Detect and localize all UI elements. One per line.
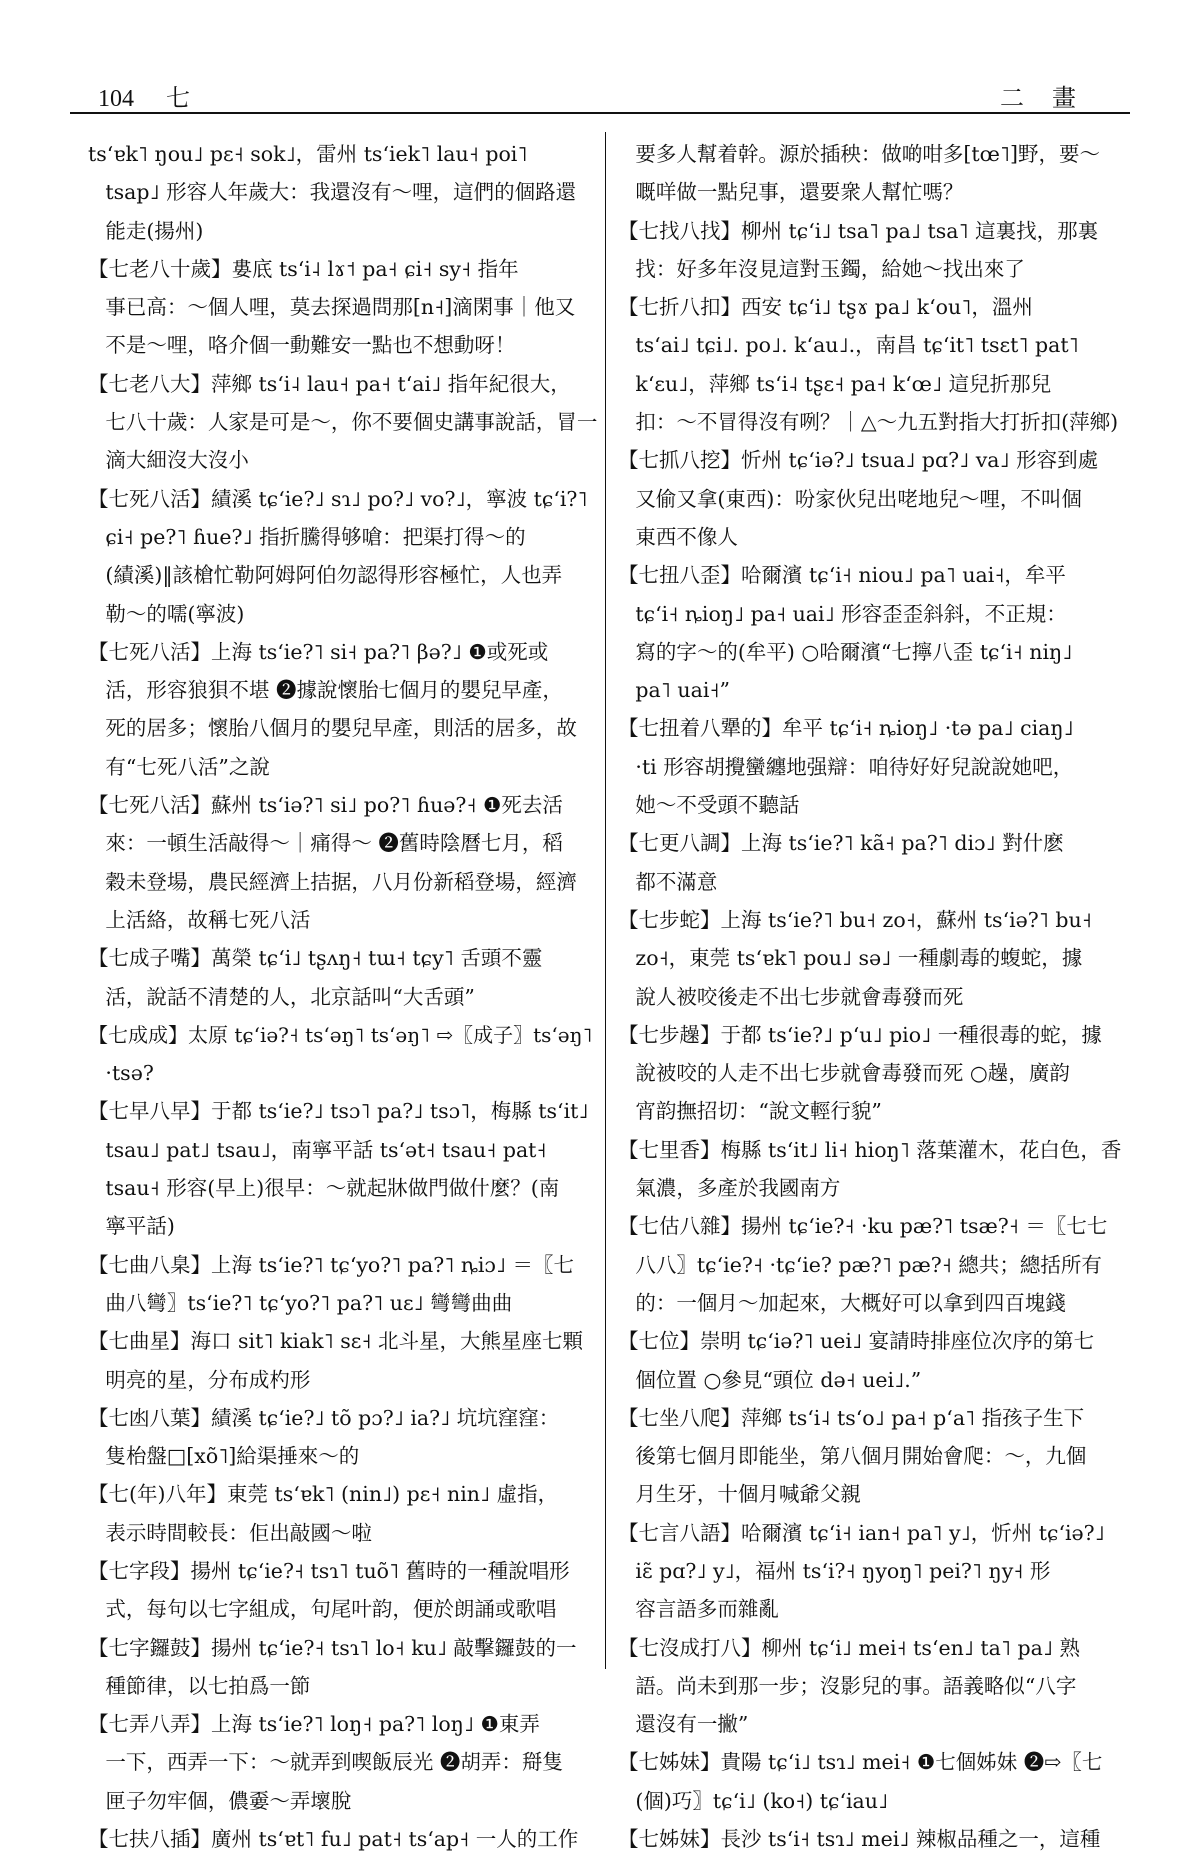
dictionary-line: 不是～哩，咯介個一動難安一點也不想動呀！ (105, 333, 516, 358)
section-title: 二畫 (1000, 86, 1104, 112)
page-header (70, 72, 1130, 114)
dictionary-line: ·ti 形容胡攪蠻纏地强辯：咱待好好兒說說她吧， (635, 754, 1074, 779)
dictionary-line: ɕi˧ pe?˥ ɦue?˩ 指折騰得够嗆：把渠打得～的 (105, 524, 526, 549)
dictionary-line: 【七成成】太原 tɕʻiə?˧ tsʻəŋ˥ tsʻəŋ˥ ⇨〖成子〗tsʻəŋ˥ (88, 1022, 593, 1047)
dictionary-line: 曲八彎〗tsʻie?˥ tɕʻyo?˥ pa?˥ uɛ˩ 彎彎曲曲 (105, 1290, 513, 1315)
dictionary-line: 【七老八大】萍鄉 tsʻi˨ lau˧ pa˧ tʻai˩ 指年紀很大， (88, 371, 571, 396)
dictionary-line: 語。尚未到那一步；沒影兒的事。語義略似“八字 (635, 1673, 1077, 1698)
dictionary-line: 宵韵撫招切：“說文輕行貌” (635, 1099, 882, 1124)
dictionary-line: 扣：～不冒得沒有咧？｜△～九五對指大打折扣(萍鄉) (635, 410, 1119, 435)
dictionary-line: 滴大細沒大沒小 (105, 448, 249, 473)
dictionary-line: 【七沒成打八】柳州 tɕʻi˩ mei˧ tsʻen˩ ta˥ pa˩ 熟 (618, 1635, 1080, 1660)
dictionary-line: 寧平話) (105, 1214, 175, 1239)
dictionary-line: 還沒有一撇” (635, 1712, 749, 1737)
dictionary-line: (個)巧〗tɕʻi˩ (ko˧) tɕʻiau˩ (635, 1788, 889, 1813)
dictionary-line: tɕʻi˧ ȵioŋ˩ pa˧ uai˩ 形容歪歪斜斜，不正規： (635, 601, 1067, 626)
dictionary-line: tsap˩ 形容人年歲大：我還沒有～哩，這們的個路還 (105, 180, 577, 205)
dictionary-line: 嘅咩做一點兒事，還要衆人幫忙嗎？ (635, 180, 964, 205)
dictionary-line: 有“七死八活”之說 (105, 754, 270, 779)
dictionary-line: (績溪)‖該槍忙勒阿姆阿伯勿認得形容極忙，人也弄 (105, 563, 563, 588)
dictionary-line: 表示時間較長：佢出敲國～啦 (105, 1520, 372, 1545)
dictionary-line: 月生牙，十個月喊爺父親 (635, 1482, 861, 1507)
dictionary-line: 【七步蛇】上海 tsʻie?˥ bu˧ zo˧，蘇州 tsʻiə?˥ bu˧ (618, 907, 1092, 932)
dictionary-line: 要多人幫着幹。源於插秧：做啲咁多[tœ˥]野，要～ (635, 142, 1101, 166)
dictionary-line: 【七字段】揚州 tɕʻie?˧ tsɿ˥ tuõ˥ 舊時的一種說唱形 (88, 1558, 570, 1583)
chapter-char: 七 (166, 86, 190, 112)
dictionary-line: 【七曲八臬】上海 tsʻie?˥ tɕʻyo?˥ pa?˥ ȵiɔ˩ ＝〖七 (88, 1252, 575, 1277)
dictionary-line: 【七字鑼鼓】揚州 tɕʻie?˧ tsɿ˥ lo˧ ku˩ 敲擊鑼鼓的一 (88, 1635, 577, 1660)
dictionary-line: 的：一個月～加起來，大概好可以拿到四百塊錢 (635, 1290, 1066, 1315)
dictionary-line: 穀未登場，農民經濟上拮据，八月份新稻登場，經濟 (105, 869, 577, 894)
dictionary-line: 來：一頓生活敲得～｜痛得～ ❷舊時陰曆七月，稻 (105, 831, 563, 856)
dictionary-line: 【七言八語】哈爾濱 tɕʻi˧ ian˧ pa˥ y˩，忻州 tɕʻiə?˩ (618, 1520, 1105, 1545)
dictionary-line: ·tsə? (105, 1061, 154, 1086)
dictionary-line: 說被咬的人走不出七步就會毒發而死 ○趮，廣韵 (635, 1061, 1070, 1086)
dictionary-line: 匣子勿牢個，儂嫑～弄壞脫 (105, 1788, 352, 1813)
dictionary-line: 活，形容狼狽不堪 ❷據說懷胎七個月的嬰兒早產， (105, 678, 563, 703)
dictionary-line: 【七里香】梅縣 tsʻit˩ li˧ hioŋ˥ 落葉灌木，花白色，香 (618, 1137, 1122, 1162)
dictionary-line: 【七早八早】于都 tsʻie?˩ tsɔ˥ pa?˩ tsɔ˥，梅縣 tsʻit˩ (88, 1099, 589, 1124)
column-divider (605, 132, 606, 1669)
dictionary-line: tsʻai˩ tɕi˩. po˩. kʻau˩.，南昌 tɕʻit˥ tsɛt˥ pat˥ (635, 333, 1079, 358)
dictionary-line: 氣濃，多產於我國南方 (635, 1176, 841, 1201)
dictionary-line: 東西不像人 (635, 524, 738, 549)
dictionary-line: 七八十歲：人家是可是～，你不要個史講事說話，冒一 (105, 410, 598, 435)
dictionary-line: 【七曲星】海口 sit˥ kiak˥ sɛ˧ 北斗星，大熊星座七顆 (88, 1329, 583, 1354)
dictionary-line: 八八〗tɕʻie?˧ ·tɕʻie? pæ?˥ pæ?˧ 總共；總括所有 (635, 1252, 1102, 1277)
left-column (88, 135, 598, 1858)
dictionary-line: 一下，西弄一下：～就弄到喫飯辰光 ❷胡弄：搿隻 (105, 1750, 563, 1775)
dictionary-line: 【七抓八挖】忻州 tɕʻiə?˩ tsua˩ pɑ?˩ va˩ 形容到處 (618, 448, 1099, 473)
dictionary-line: 【七步趮】于都 tsʻie?˩ pʻu˩ pio˩ 一種很毒的蛇，據 (618, 1022, 1102, 1047)
dictionary-line: 【七老八十歲】婁底 tsʻi˨ lɤ˦ pa˧ ɕi˧ sy˧ 指年 (88, 256, 519, 281)
dictionary-line: 【七坐八爬】萍鄉 tsʻi˨ tsʻo˩ pa˧ pʻa˥ 指孩子生下 (618, 1405, 1085, 1430)
dictionary-line: 【七死八活】上海 tsʻie?˥ si˧ pa?˥ βə?˩ ❶或死或 (88, 639, 549, 664)
dictionary-line: 明亮的星，分布成杓形 (105, 1367, 311, 1392)
dictionary-line: tsʻɐk˥ ŋou˩ pɛ˧ sok˩，雷州 tsʻiek˥ lau˧ poi˥ (88, 142, 528, 166)
dictionary-line: 【七折八扣】西安 tɕʻi˩ tʂɤ pa˩ kʻou˥，溫州 (618, 295, 1033, 320)
right-column (618, 135, 1140, 1858)
dictionary-line: 【七死八活】蘇州 tsʻiə?˥ si˩ po?˥ ɦuə?˧ ❶死去活 (88, 793, 563, 818)
dictionary-line: 【七弄八弄】上海 tsʻie?˥ loŋ˧ pa?˥ loŋ˩ ❶東弄 (88, 1712, 540, 1737)
dictionary-line: 說人被咬後走不出七步就會毒發而死 (635, 984, 964, 1009)
dictionary-line: 【七成子嘴】萬榮 tɕʻi˩ tʂʌŋ˧ tɯ˧ tɕy˥ 舌頭不靈 (88, 946, 543, 971)
dictionary-line: zo˧，東莞 tsʻɐk˥ pou˩ sə˩ 一種劇毒的蝮蛇，據 (635, 946, 1083, 971)
dictionary-line: iɛ̃ pɑ?˩ y˩，福州 tsʻi?˧ ŋyoŋ˥ pei?˥ ŋy˧ 形 (635, 1558, 1051, 1583)
dictionary-line: 上活絡，故稱七死八活 (105, 907, 311, 932)
dictionary-line: 【七扶八插】廣州 tsʻɐt˥ fu˩ pat˧ tsʻap˧ 一人的工作 (88, 1827, 579, 1852)
header-left (98, 78, 216, 113)
dictionary-line: 【七姊妹】長沙 tsʻi˧ tsɿ˩ mei˩ 辣椒品種之一，這種 (618, 1827, 1101, 1852)
dictionary-line: 【七位】崇明 tɕʻiə?˥ uei˩ 宴請時排座位次序的第七 (618, 1329, 1095, 1354)
dictionary-line: 都不滿意 (635, 869, 718, 894)
dictionary-line: 找：好多年沒見這對玉鐲，給她～找出來了 (635, 256, 1025, 281)
dictionary-line: 種節律，以七拍爲一節 (105, 1673, 311, 1698)
dictionary-line: 後第七個月即能坐，第八個月開始會爬：～，九個 (635, 1444, 1087, 1469)
dictionary-line: 【七姊妹】貴陽 tɕʻi˩ tsɿ˩ mei˧ ❶七個姊妹 ❷⇨〖七 (618, 1750, 1103, 1775)
dictionary-line: 容言語多而雜亂 (635, 1597, 779, 1622)
dictionary-line: 她～不受頭不聽話 (635, 793, 800, 818)
dictionary-line: 【七更八調】上海 tsʻie?˥ kã˧ pa?˥ diɔ˩ 對什麽 (618, 831, 1064, 856)
dictionary-line: 勒～的嚅(寧波) (105, 601, 245, 626)
dictionary-line: 隻枱盤□[xõ˥]給渠捶來～的 (105, 1444, 360, 1469)
dictionary-line: 寫的字～的(牟平) ○哈爾濱“七擰八歪 tɕʻi˧ niŋ˩ (635, 639, 1073, 664)
dictionary-line: 【七(年)八年】東莞 tsʻɐk˥ (nin˩) pɛ˧ nin˩ 虛指， (88, 1482, 559, 1507)
dictionary-line: 事已高：～個人哩，莫去探過問那[n˧]滴閑事｜他又 (105, 295, 576, 320)
dictionary-line: 活，說話不清楚的人，北京話叫“大舌頭” (105, 984, 475, 1009)
dictionary-line: 【七扭八歪】哈爾濱 tɕʻi˧ niou˩ pa˥ uai˧，牟平 (618, 563, 1066, 588)
dictionary-line: 個位置 ○參見“頭位 də˧ uei˩.” (635, 1367, 922, 1392)
dictionary-line: 式，每句以七字組成，句尾叶韵，便於朗誦或歌唱 (105, 1597, 557, 1622)
dictionary-line: tsau˧ 形容(早上)很早：～就起牀做門做什麼？(南 (105, 1176, 560, 1201)
dictionary-line: pa˥ uai˧” (635, 678, 730, 703)
dictionary-line: 【七凼八葉】績溪 tɕʻie?˩ tõ pɔ?˩ ia?˩ 坑坑窪窪： (88, 1405, 560, 1430)
dictionary-line: 能走(揚州) (105, 218, 204, 243)
dictionary-line: tsau˩ pat˩ tsau˩，南寧平話 tsʻət˧ tsau˧ pat˧ (105, 1137, 547, 1162)
dictionary-line: kʻɛu˩，萍鄉 tsʻi˨ tʂɛ˧ pa˧ kʻœ˩ 這兒折那兒 (635, 371, 1052, 396)
dictionary-line: 【七扭着八犟的】牟平 tɕʻi˧ ȵioŋ˩ ·tə pa˩ ciaŋ˩ (618, 716, 1074, 741)
dictionary-line: 死的居多；懷胎八個月的嬰兒早產，則活的居多，故 (105, 716, 577, 741)
page-number: 104 (98, 86, 134, 112)
dictionary-line: 又偷又拿(東西)：吩家伙兒出咾地兒～哩，不叫個 (635, 486, 1082, 511)
dictionary-line: 【七找八找】柳州 tɕʻi˩ tsa˥ pa˩ tsa˥ 這裏找，那裏 (618, 218, 1099, 243)
dictionary-line: 【七死八活】績溪 tɕʻie?˩ sɿ˩ po?˩ vo?˩，寧波 tɕʻi?˥ (88, 486, 588, 511)
dictionary-line: 【七估八雜】揚州 tɕʻie?˧ ·ku pæ?˥ tsæ?˧ ＝〖七七 (618, 1214, 1108, 1239)
